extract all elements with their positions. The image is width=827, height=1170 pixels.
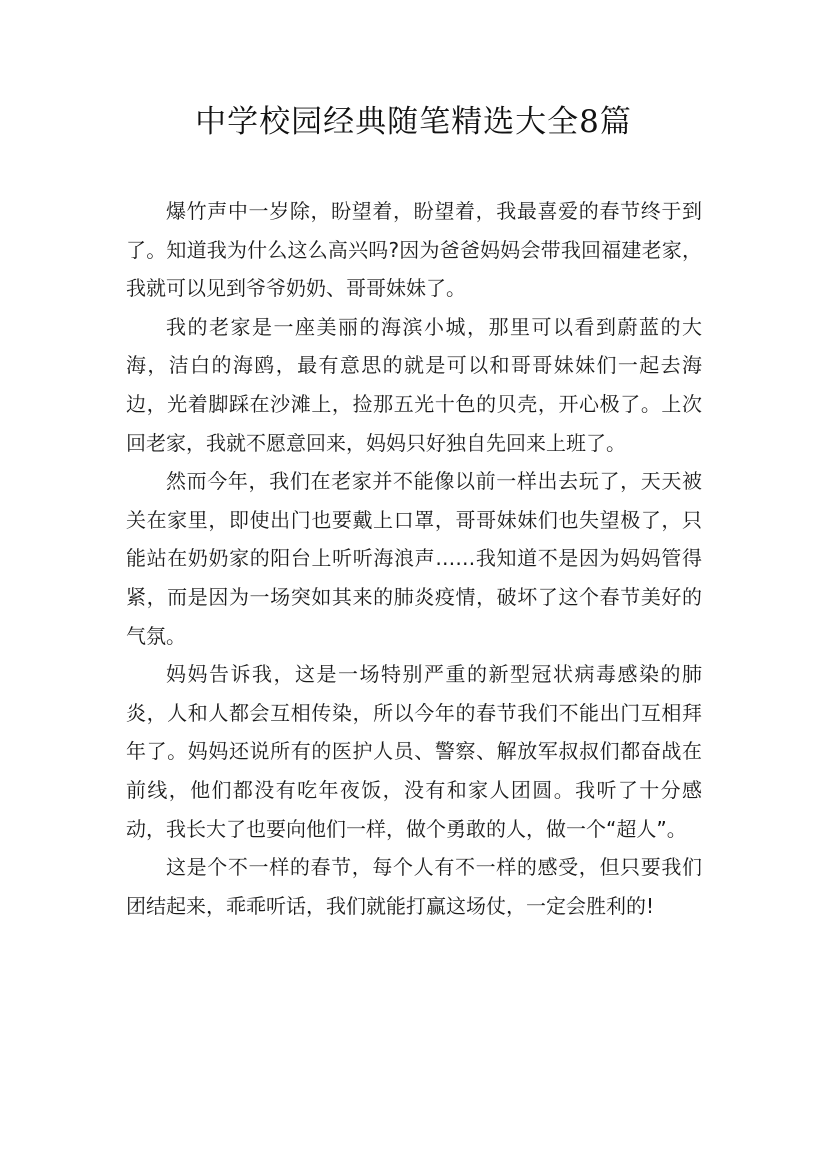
document-body xyxy=(126,192,702,925)
paragraph-1: 爆竹声中一岁除，盼望着，盼望着，我最喜爱的春节终于到了。知道我为什么这么高兴吗?因为爸爸妈妈会带我回福建老家，我就可以见到爷爷奶奶、哥哥妹妹了。 xyxy=(126,199,702,301)
paragraph-2: 我的老家是一座美丽的海滨小城，那里可以看到蔚蓝的大海，洁白的海鸥，最有意思的就是可以和哥哥妹妹们一起去海边，光着脚踩在沙滩上，捡那五光十色的贝壳，开心极了。上次回老家，我就不愿意回来，妈妈只好独自先回来上班了。 xyxy=(126,314,702,455)
paragraph-3: 然而今年，我们在老家并不能像以前一样出去玩了，天天被关在家里，即使出门也要戴上口罩，哥哥妹妹们也失望极了，只能站在奶奶家的阳台上听听海浪声……我知道不是因为妈妈管得紧，而是因为一场突如其来的肺炎疫情，破坏了这个春节美好的气氛。 xyxy=(126,469,702,648)
paragraph-5: 这是个不一样的春节，每个人有不一样的感受，但只要我们团结起来，乖乖听话，我们就能打赢这场仗，一定会胜利的! xyxy=(126,855,702,918)
document-title: 中学校园经典随笔精选大全8篇 xyxy=(195,104,632,140)
paragraph-4: 妈妈告诉我，这是一场特别严重的新型冠状病毒感染的肺炎，人和人都会互相传染，所以今年的春节我们不能出门互相拜年了。妈妈还说所有的医护人员、警察、解放军叔叔们都奋战在前线，他们都没有吃年夜饭，没有和家人团圆。我听了十分感动，我长大了也要向他们一样，做个勇敢的人，做一个“超人”。 xyxy=(126,662,702,841)
